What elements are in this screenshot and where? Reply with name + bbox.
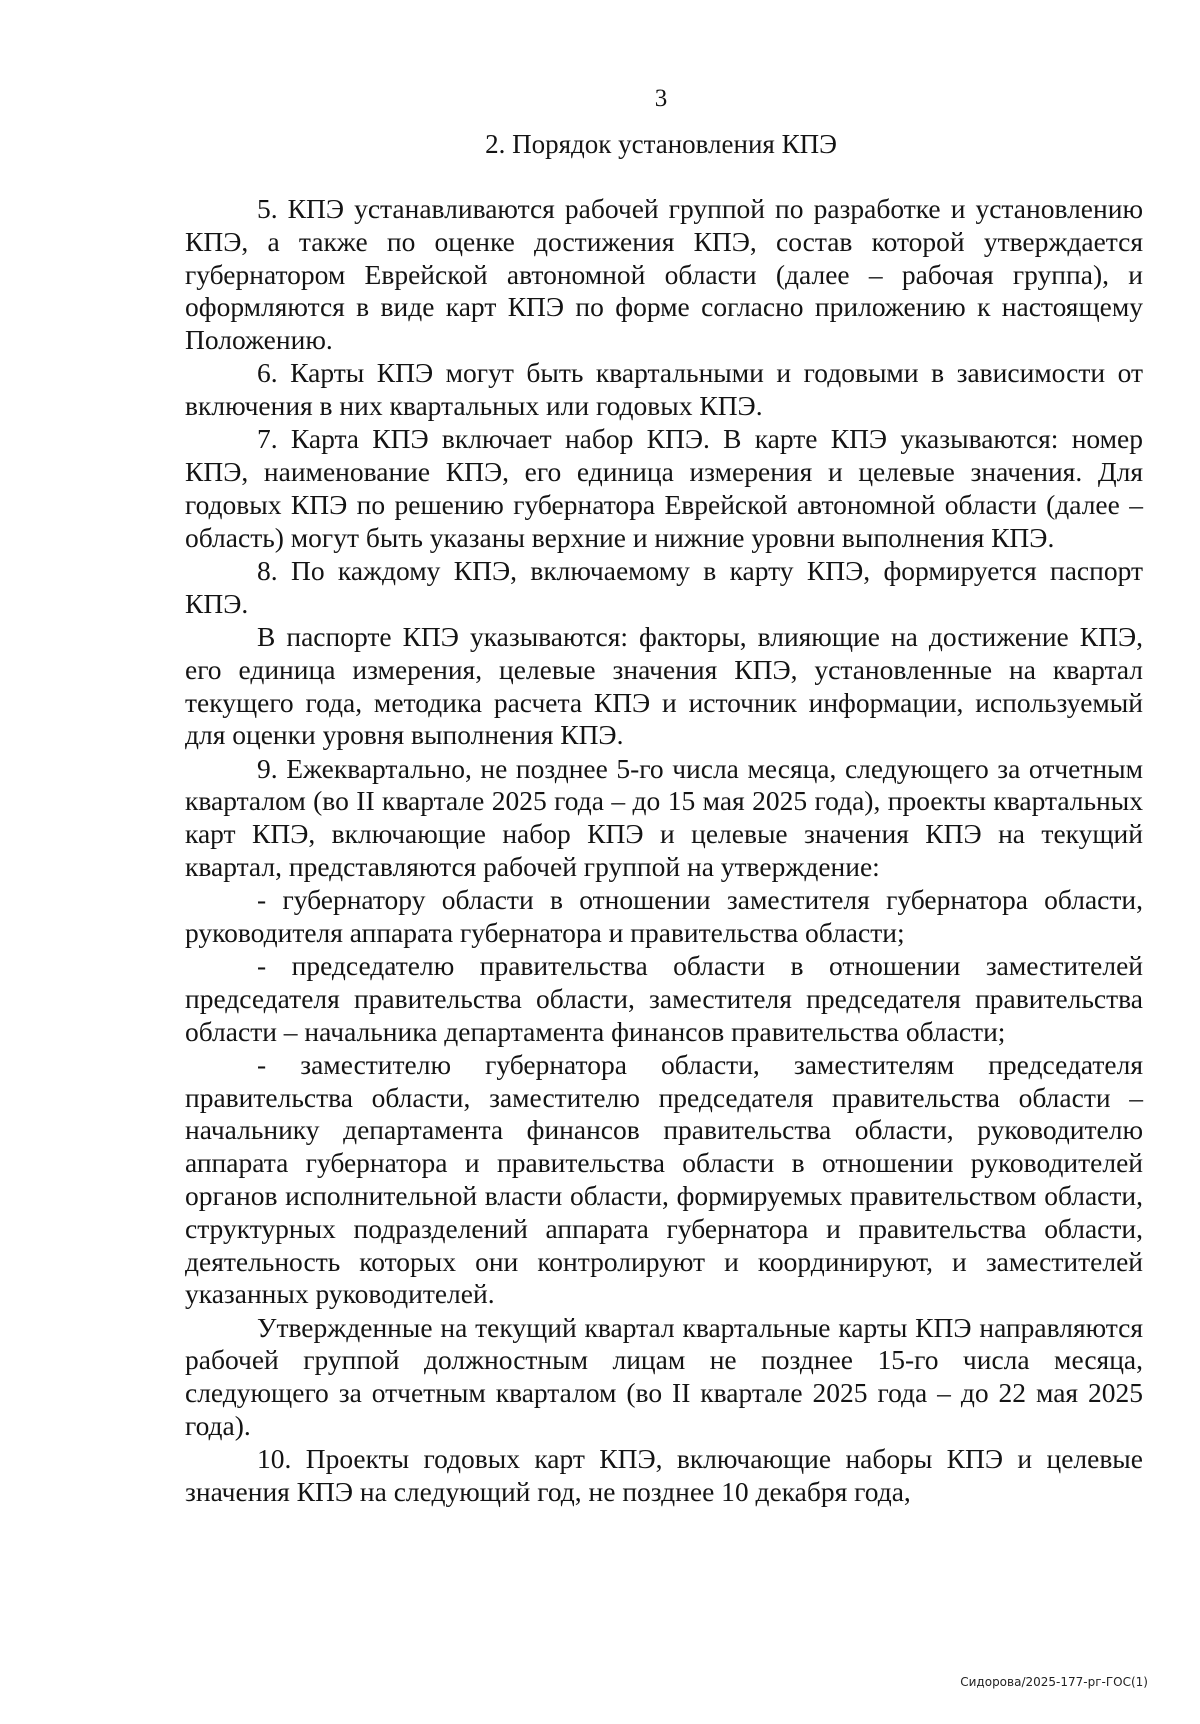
paragraph-6: 6. Карты КПЭ могут быть квартальными и годовыми в зависимости от включения в них квартальных или годовых КПЭ.	[185, 357, 1143, 422]
paragraph-7: 7. Карта КПЭ включает набор КПЭ. В карте КПЭ указываются: номер КПЭ, наименование КПЭ, его единица измерения и целевые значения. Для годовых КПЭ по решению губернатора Еврейской автономной области (далее – область) могут быть указаны верхние и нижние уровни выполнения КПЭ.	[185, 423, 1143, 553]
list-item-governor: - губернатору области в отношении заместителя губернатора области, руководителя аппарата губернатора и правительства области;	[185, 884, 1143, 948]
list-item-deputy-governor: - заместителю губернатора области, заместителям председателя правительства области, заместителю председателя правительства области – начальнику департамента финансов правительства области, руководителю аппарата губернатора и правительства области в отношении руководителей органов исполнительной власти области, формируемых правительством области, структурных подразделений аппарата губернатора и правительства области, деятельность которых они контролируют и координируют, и заместителей указанных руководителей.	[185, 1048, 1143, 1310]
paragraph-approved-cards: Утвержденные на текущий квартал квартальные карты КПЭ направляются рабочей группой должностным лицам не позднее 15-го числа месяца, следующего за отчетным кварталом (во II квартале 2025 года – до 22 мая 2025 года).	[185, 1311, 1143, 1441]
page-number: 3	[654, 85, 668, 112]
paragraph-passport: В паспорте КПЭ указываются: факторы, влияющие на достижение КПЭ, его единица измерения, целевые значения КПЭ, установленные на квартал текущего года, методика расчета КПЭ и источник информации, используемый для оценки уровня выполнения КПЭ.	[185, 620, 1143, 751]
section-title: 2. Порядок установления КПЭ	[485, 129, 837, 159]
paragraph-10: 10. Проекты годовых карт КПЭ, включающие наборы КПЭ и целевые значения КПЭ на следующий год, не позднее 10 декабря года,	[185, 1443, 1143, 1507]
document-body	[185, 193, 1143, 1509]
footer-document-code: Сидорова/2025-177-рг-ГОС(1)	[960, 1675, 1148, 1689]
paragraph-9: 9. Ежеквартально, не позднее 5-го числа месяца, следующего за отчетным кварталом (во II квартале 2025 года – до 15 мая 2025 года), проекты квартальных карт КПЭ, включающие набор КПЭ и целевые значения КПЭ на текущий квартал, представляются рабочей группой на утверждение:	[185, 752, 1143, 882]
paragraph-8: 8. По каждому КПЭ, включаемому в карту КПЭ, формируется паспорт КПЭ.	[185, 554, 1143, 619]
paragraph-5: 5. КПЭ устанавливаются рабочей группой по разработке и установлению КПЭ, а также по оценке достижения КПЭ, состав которой утверждается губернатором Еврейской автономной области (далее – рабочая группа), и оформляются в виде карт КПЭ по форме согласно приложению к настоящему Положению.	[185, 193, 1143, 356]
list-item-chairman: - председателю правительства области в отношении заместителей председателя правительства области, заместителя председателя правительства области – начальника департамента финансов правительства области;	[185, 950, 1143, 1047]
